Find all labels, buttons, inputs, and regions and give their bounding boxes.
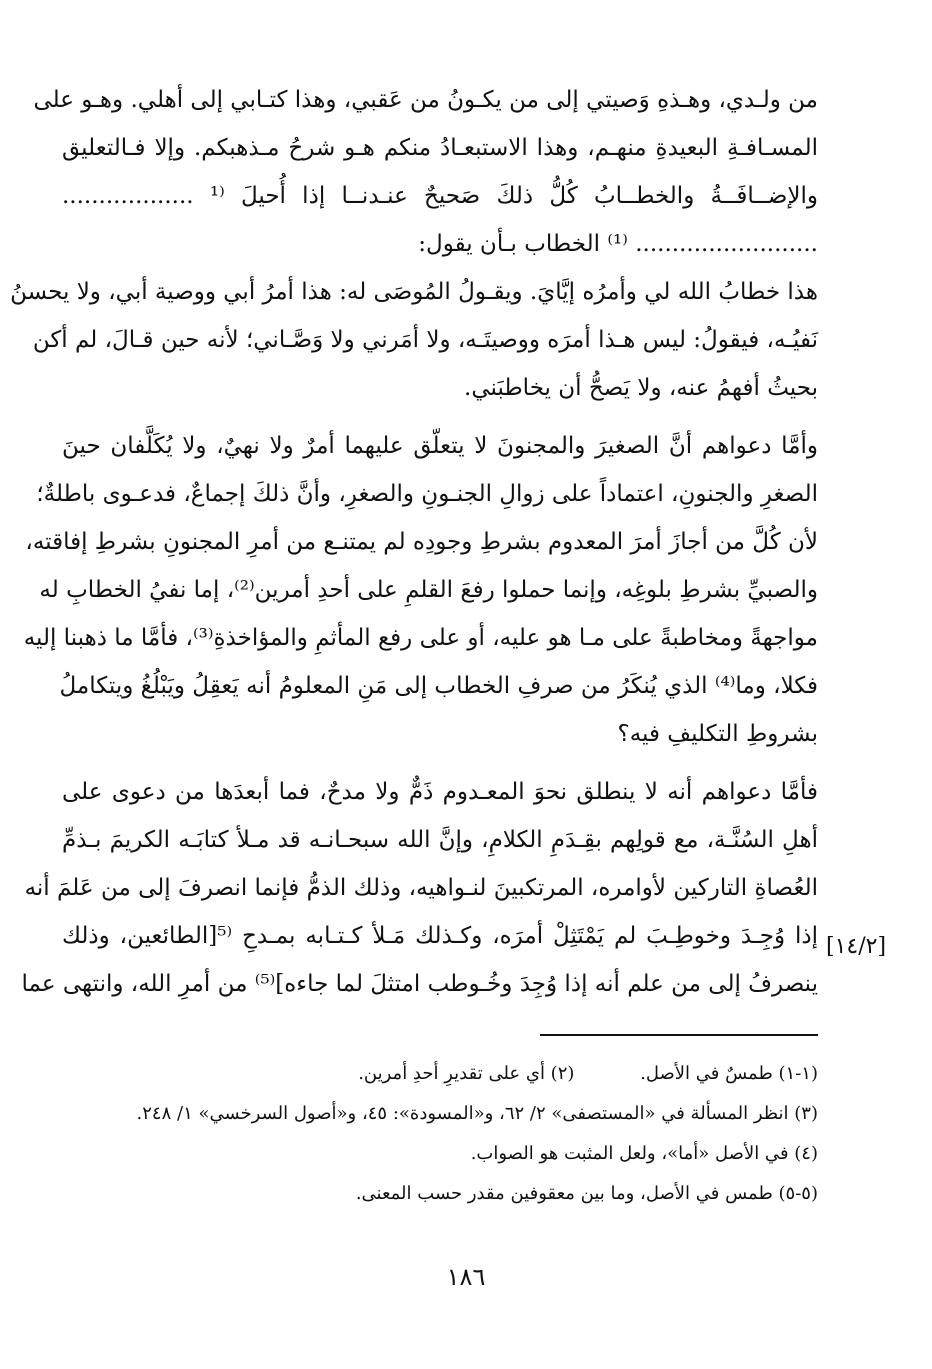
text-line: والصبيِّ بشرطِ بلوغِه، وإنما حملوا رفعَ القلمِ على أحدِ أمرين⁽²⁾، إما نفيُ الخطابِ له <box>39 577 818 603</box>
text-line: فأمَّا دعواهم أنه لا ينطلق نحوَ المعـدوم ذَمٌّ ولا مدحٌ، فما أبعدَها من دعوى على <box>62 779 818 805</box>
text-line: من ولـدي، وهـذهِ وَصيتي إلى من يكـونُ من عَقبي، وهذا كتـابي إلى أهلي. وهـو على <box>33 87 818 113</box>
footnote-4: (٤) في الأصل «أما»، ولعل المثبت هو الصواب. <box>470 1143 818 1164</box>
text-line: العُصاةِ التاركين لأوامره، المرتكبينَ لنـواهيه، وذلك الذمُّ فإنما انصرفَ إلى من عَلمَ أنه <box>24 875 818 901</box>
text-line: والإضــافَــةُ والخطــابُ كُلُّ ذلكَ صَحيحٌ عنـدنــا إذا أُحيلَ ⁽¹ .................. <box>62 183 818 209</box>
footnote-1: (١-١) طمسٌ في الأصل. <box>640 1063 818 1084</box>
text-line: لأن كُلَّ من أجازَ أمرَ المعدوم بشرطِ وجودِه لم يمتنـع من أمرِ المجنونِ بشرطِ إفاقته، <box>25 529 818 555</box>
text-line: المسـافـةِ البعيدةِ منهـم، وهذا الاستبعـادُ منكم هـو شرحُ مـذهبكم. وإلا فـالتعليق <box>62 135 818 161</box>
text-line: بحيثُ أفهمُ عنه، ولا يَصحُّ أن يخاطبَني. <box>464 375 818 401</box>
paragraph-gap <box>62 412 818 422</box>
footnote-line <box>62 1054 818 1094</box>
paragraph-gap <box>62 758 818 768</box>
main-text <box>10 76 818 1008</box>
text-line: فكلا، وما⁽⁴⁾ الذي يُنكَرُ من صرفِ الخطاب إلى مَنِ المعلومُ أنه يَعقِلُ ويَبْلُغُ ويتكاملُ <box>59 673 818 699</box>
text-line: الصغرِ والجنونِ، اعتماداً على زوالِ الجنـونِ والصغرِ، وأنَّ ذلكَ إجماعٌ، فدعـوى باطلةٌ؛ <box>36 481 818 507</box>
text-line: هذا خطابُ الله لي وأمرُه إيَّايَ. ويقـولُ المُوصَى له: هذا أمرُ أبي ووصية أبي، ولا يحسنُ <box>10 279 818 305</box>
text-line: ......................... ⁽¹⁾ الخطاب بـأن يقول: <box>418 231 818 257</box>
text-line: نَفيُـه، فيقولُ: ليس هـذا أمرَه ووصيتَـه، ولا أمَرني ولا وَصَّـاني؛ لأنه حين قـالَ، لم أكن <box>32 327 818 353</box>
page-number: ١٨٦ <box>446 1263 486 1291</box>
text-line: أهلِ السُنَّـة، مع قولِهم بقِـدَمِ الكلامِ، وإنَّ الله سبحـانـه قد مـلأ كتابَـه الكريمَ بـذمِّ <box>62 827 818 853</box>
text-line: وأمَّا دعواهم أنَّ الصغيرَ والمجنونَ لا يتعلّق عليهما أمرٌ ولا نهيٌ، ولا يُكَلَّفان حينَ <box>62 433 818 459</box>
footnotes <box>62 1054 818 1214</box>
footnote-2: (٢) أي على تقديرِ أحدِ أمرين. <box>358 1063 575 1084</box>
manuscript-folio-reference: [١٤/٢] <box>826 934 887 959</box>
text-line: بشروطِ التكليفِ فيه؟ <box>617 721 818 747</box>
footnote-divider <box>540 1034 818 1036</box>
footnote-5: (٥-٥) طمس في الأصل، وما بين معقوفين مقدر حسب المعنى. <box>355 1183 818 1204</box>
text-line: إذا وُجِـدَ وخوطِـبَ لم يَمْتَثِلْ أمرَه، وكـذلك مَـلأ كـتـابه بمـدحِ ⁽⁵[الطائعين، وذلك <box>62 923 818 949</box>
text-line: ينصرفُ إلى من علم أنه إذا وُجِدَ وخُـوطب امتثلَ لما جاءه]⁽⁵⁾ من أمرِ الله، وانتهى عما <box>21 971 818 997</box>
text-line: مواجهةً ومخاطبةً على مـا هو عليه، أو على رفع المأثمِ والمؤاخذةِ⁽³⁾، فأمَّا ما ذهبنا إليه <box>23 625 818 651</box>
footnote-3: (٣) انظر المسألة في «المستصفى» ٢/ ٦٢، و«المسودة»: ٤٥، و«أصول السرخسي» ١/ ٢٤٨. <box>136 1103 818 1124</box>
